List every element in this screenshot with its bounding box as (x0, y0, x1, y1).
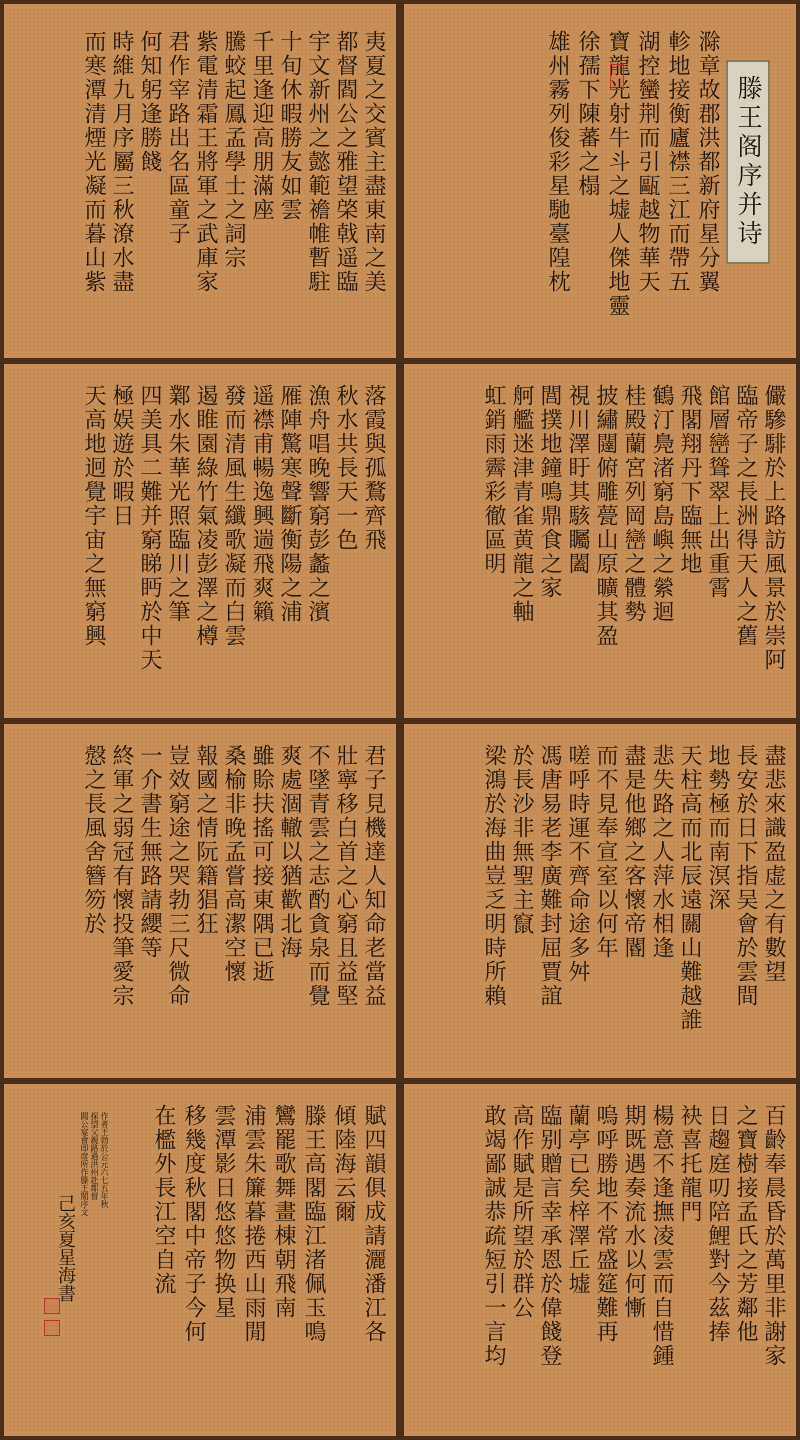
panel-columns (404, 724, 796, 1078)
text-column: 秋水共長天一色 (333, 384, 358, 552)
text-column: 移幾度秋閣中帝子今何 (181, 1104, 206, 1344)
text-column: 千里逢迎高朋滿座 (249, 30, 274, 222)
text-column: 雄州霧列俊彩星馳臺隍枕 (545, 30, 570, 294)
text-column: 而寒潭清煙光凝而暮山紫 (81, 30, 106, 294)
text-column: 於長沙非無聖主竄 (509, 744, 534, 936)
text-column: 日趨庭叨陪鯉對今茲捧 (705, 1104, 730, 1344)
text-column: 梁鴻於海曲豈乏明時所賴 (481, 744, 506, 1008)
signature-block (56, 1194, 74, 1302)
text-column: 君作宰路出名區童子 (165, 30, 190, 246)
text-column: 地勢極而南溟深 (705, 744, 730, 912)
text-column: 極娱遊於暇日 (109, 384, 134, 528)
panel-3-right (404, 724, 796, 1078)
text-column: 遏睢園綠竹氣凌彭澤之樽 (193, 384, 218, 648)
text-column: 賦四韻俱成請灑潘江各 (361, 1104, 386, 1344)
text-column: 十旬休暇勝友如雲 (277, 30, 302, 222)
text-column: 臨别贈言幸承恩於偉餞登 (537, 1104, 562, 1368)
text-column: 悲失路之人萍水相逢 (649, 744, 674, 960)
seal-top (610, 64, 624, 90)
text-column: 騰蛟起鳳孟學士之詞宗 (221, 30, 246, 270)
text-column: 之寶樹接孟氏之芳鄰他 (733, 1104, 758, 1344)
text-column: 滕王高閣臨江渚佩玉鳴 (301, 1104, 326, 1344)
text-column: 嗟呼時運不齊命途多舛 (565, 744, 590, 984)
text-column: 而不見奉宣室以何年 (593, 744, 618, 960)
inscription (80, 1112, 108, 1262)
text-column: 湖控蠻荆而引甌越物華天 (635, 30, 660, 294)
text-column: 袂喜托龍門 (677, 1104, 702, 1224)
panel-columns (404, 364, 796, 718)
inscription-line: 作者王勃於公元六七五年秋 (100, 1112, 109, 1208)
text-column: 夷夏之交賓主盡東南之美 (361, 30, 386, 294)
inscription-line: 探望父親路過洪州赴都督 (90, 1112, 99, 1200)
panel-1-left (4, 4, 396, 358)
text-column: 宇文新州之懿範襜帷暫駐 (305, 30, 330, 294)
text-column: 在檻外長江空自流 (151, 1104, 176, 1296)
panel-2-left (4, 364, 396, 718)
text-column: 浦雲朱簾暮捲西山雨閒 (241, 1104, 266, 1344)
text-column: 天高地迥覺宇宙之無窮興 (81, 384, 106, 648)
text-column: 紫電清霜王將軍之武庫家 (193, 30, 218, 294)
text-column: 飛閣翔丹下臨無地 (677, 384, 702, 576)
text-column: 披繡闥俯雕甍山原曠其盈 (593, 384, 618, 648)
text-column: 盡悲來識盈虚之有數望 (761, 744, 786, 984)
text-column: 高作賦是所望於群公 (509, 1104, 534, 1320)
signature: 己亥夏星海書 (55, 1194, 76, 1302)
text-column: 發而清風生纖歌凝而白雲 (221, 384, 246, 648)
text-column: 儼驂騑於上路訪風景於崇阿 (761, 384, 786, 672)
text-column: 慤之長風舍簪笏於 (81, 744, 106, 936)
text-column: 爽處涸轍以猶歡北海 (277, 744, 302, 960)
text-column: 不墜青雲之志酌貪泉而覺 (305, 744, 330, 1008)
panel-3-left (4, 724, 396, 1078)
text-column: 閭撲地鐘鳴鼎食之家 (537, 384, 562, 600)
text-column: 天柱高而北辰遠關山難越誰 (677, 744, 702, 1032)
seal-name-2 (44, 1320, 60, 1336)
text-column: 視川澤盱其駭矚闔 (565, 384, 590, 576)
text-column: 期既遇奏流水以何慚 (621, 1104, 646, 1320)
panel-columns (4, 4, 396, 358)
text-column: 雲潭影日悠悠物换星 (211, 1104, 236, 1320)
text-column: 敢竭鄙誠恭疏短引一言均 (481, 1104, 506, 1368)
panel-4-left (4, 1084, 396, 1436)
text-column: 都督閻公之雅望棨戟遥臨 (333, 30, 358, 294)
panel-columns (404, 1084, 796, 1436)
text-column: 楊意不逢撫凌雲而自惜鍾 (649, 1104, 674, 1368)
panel-columns (4, 364, 396, 718)
text-column: 雖賒扶搖可接東隅已逝 (249, 744, 274, 984)
title-text: 滕王阁序并诗 (734, 75, 763, 249)
panel-1-right (404, 4, 796, 358)
text-column: 傾陸海云爾 (331, 1104, 356, 1224)
text-column: 馮唐易老李廣難封屈賈誼 (537, 744, 562, 1008)
text-column: 桑榆非晚孟嘗高潔空懷 (221, 744, 246, 984)
text-column: 滁章故郡洪都新府星分翼 (695, 30, 720, 294)
text-column: 漁舟唱晚響窮彭蠡之濱 (305, 384, 330, 624)
text-column: 一介書生無路請纓等 (137, 744, 162, 960)
text-column: 寶龍光射牛斗之墟人傑地靈 (605, 30, 630, 318)
text-column: 館層巒聳翠上出重霄 (705, 384, 730, 600)
text-column: 遥襟甫暢逸興遄飛爽籟 (249, 384, 274, 624)
text-column: 鄴水朱華光照臨川之筆 (165, 384, 190, 624)
text-column: 鶴汀鳧渚窮島嶼之縈迴 (649, 384, 674, 624)
text-column: 君子見機達人知命老當益 (361, 744, 386, 1008)
text-column: 豈效窮途之哭勃三尺微命 (165, 744, 190, 1008)
text-column: 徐孺下陳蕃之榻 (575, 30, 600, 198)
text-column: 臨帝子之長洲得天人之舊 (733, 384, 758, 648)
text-column: 百齡奉晨昏於萬里非謝家 (761, 1104, 786, 1368)
text-column: 雁陣驚寒聲斷衡陽之浦 (277, 384, 302, 624)
title-label (726, 60, 770, 264)
text-column: 何知躬逢勝餞 (137, 30, 162, 174)
text-column: 嗚呼勝地不常盛筵難再 (593, 1104, 618, 1344)
text-column: 壯寧移白首之心窮且益堅 (333, 744, 358, 1008)
text-column: 舸艦迷津青雀黄龍之軸 (509, 384, 534, 624)
text-column: 終軍之弱冠有懷投筆愛宗 (109, 744, 134, 1008)
text-column: 虹銷雨霽彩徹區明 (481, 384, 506, 576)
seal-name (44, 1298, 60, 1314)
text-column: 盡是他鄉之客懷帝閽 (621, 744, 646, 960)
text-column: 桂殿蘭宮列岡巒之體勢 (621, 384, 646, 624)
panel-2-right (404, 364, 796, 718)
text-column: 時維九月序屬三秋潦水盡 (109, 30, 134, 294)
inscription-line: 閻公宴會即席所作滕王閣序文 (80, 1112, 89, 1216)
text-column: 報國之情阮籍猖狂 (193, 744, 218, 936)
text-column: 落霞與孤鶩齊飛 (361, 384, 386, 552)
text-column: 四美具二難并窮睇眄於中天 (137, 384, 162, 672)
panel-columns (4, 724, 396, 1078)
text-column: 蘭亭已矣梓澤丘墟 (565, 1104, 590, 1296)
text-column: 軫地接衡廬襟三江而帶五 (665, 30, 690, 294)
panel-4-right (404, 1084, 796, 1436)
text-column: 長安於日下指吴會於雲間 (733, 744, 758, 1008)
text-column: 鸞罷歌舞畫棟朝飛南 (271, 1104, 296, 1320)
